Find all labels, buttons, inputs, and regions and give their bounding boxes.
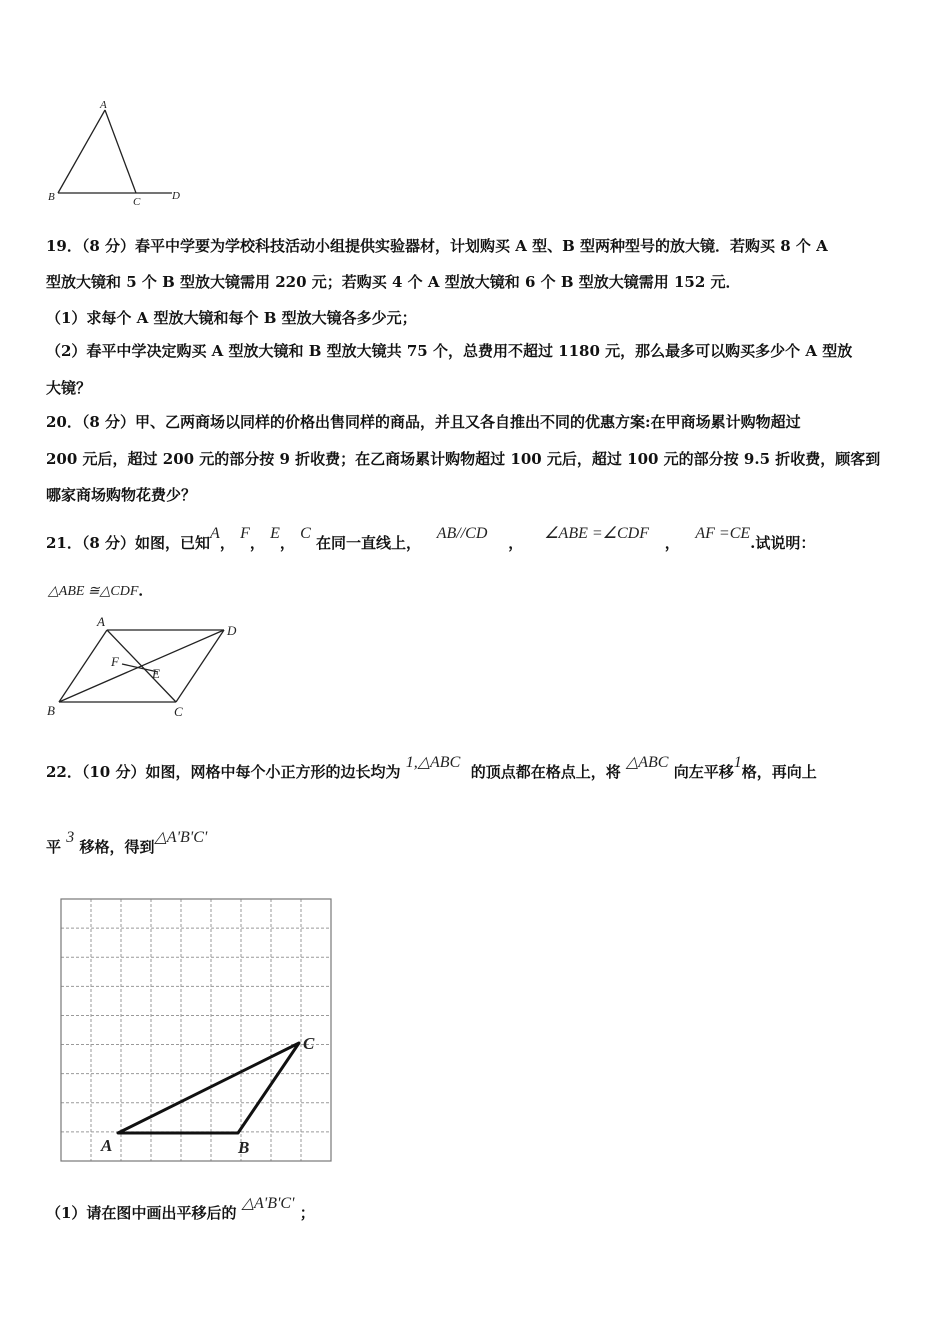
q21-sep: ， <box>279 534 295 552</box>
q21-statement <box>46 525 816 554</box>
q21-mid: 在同一直线上， <box>316 534 422 552</box>
q22-line2b: 移格，得到 <box>79 838 155 856</box>
label-a: A <box>100 99 107 111</box>
q21-sep: ， <box>508 534 524 552</box>
math-congruent: △ABE ≅△CDF <box>48 584 139 599</box>
q21-prefix: 21．（8 分）如图，已知 <box>46 534 211 552</box>
q21-sep: ， <box>664 534 680 552</box>
math-a: A <box>210 525 220 542</box>
q22-mid3: 格，再向上 <box>741 763 817 781</box>
grid-label-c: C <box>303 1034 315 1053</box>
q21-sep: ， <box>249 534 265 552</box>
label-d: D <box>227 623 237 638</box>
triangle-abc <box>118 1043 299 1133</box>
q22-mid1: 的顶点都在格点上，将 <box>470 763 621 781</box>
q19-line5: 大镜？ <box>46 379 92 397</box>
q19-line2: 型放大镜和 5 个 B 型放大镜需用 220 元；若购买 4 个 A 型放大镜和 6 个 B 型放大镜需用 152 元． <box>46 273 741 291</box>
label-e: E <box>152 666 160 681</box>
q22-line2 <box>46 829 208 858</box>
math-e: E <box>270 525 280 542</box>
q22-line1 <box>46 754 817 783</box>
math-three: 3 <box>66 829 75 846</box>
math-triangle-a-b-c-prime: △A'B'C' <box>241 1195 295 1212</box>
q22-sub1-end: ； <box>299 1204 315 1222</box>
label-c: C <box>133 196 141 208</box>
math-ab-parallel-cd: AB//CD <box>436 525 488 542</box>
math-triangle-a-b-c-prime: △A'B'C' <box>154 829 208 846</box>
q22-prefix: 22．（10 分）如图，网格中每个小正方形的边长均为 <box>46 763 401 781</box>
q22-sub1 <box>46 1195 315 1224</box>
q19-line3: （1）求每个 A 型放大镜和每个 B 型放大镜各多少元； <box>46 309 417 327</box>
q20-line2: 200 元后，超过 200 元的部分按 9 折收费；在乙商场累计购物超过 100 元后，超过 100 元的部分按 9.5 折收费，顾客到 <box>46 450 881 468</box>
math-angle-equal: ∠ABE =∠CDF <box>544 525 650 542</box>
q21-sep: ， <box>219 534 235 552</box>
triangle-figure <box>40 95 200 215</box>
q21-suffix: .试说明： <box>750 534 816 552</box>
math-f: F <box>240 525 250 542</box>
q22-mid2: 向左平移 <box>673 763 734 781</box>
q22-sub1-text: （1）请在图中画出平移后的 <box>46 1204 237 1222</box>
label-b: B <box>48 191 55 203</box>
math-one-triangle-abc: 1,△ABC <box>405 754 461 771</box>
label-a: A <box>97 614 105 629</box>
q21-conclusion <box>48 580 153 602</box>
grid-label-a: A <box>101 1136 113 1155</box>
label-b: B <box>47 703 55 718</box>
math-c: C <box>300 525 311 542</box>
label-c: C <box>174 704 183 719</box>
q20-line1: 20．（8 分）甲、乙两商场以同样的价格出售同样的商品，并且又各自推出不同的优惠方案:在甲商场累计购物超过 <box>46 413 801 431</box>
grid-figure <box>55 893 340 1168</box>
label-f: F <box>111 654 119 669</box>
grid-label-b: B <box>238 1138 250 1157</box>
math-af-equal-ce: AF =CE <box>695 525 751 542</box>
q19-line1: 19．（8 分）春平中学要为学校科技活动小组提供实验器材，计划购买 A 型、B 型两种型号的放大镜．若购买 8 个 A <box>46 237 828 255</box>
q22-line2a: 平 <box>46 838 62 856</box>
label-d: D <box>172 190 180 202</box>
parallelogram-figure <box>40 612 255 722</box>
q21-end: ． <box>138 581 154 599</box>
math-triangle-abc: △ABC <box>625 754 669 771</box>
math-one: 1 <box>733 754 742 771</box>
q20-line3: 哪家商场购物花费少？ <box>46 486 197 504</box>
q19-line4: （2）春平中学决定购买 A 型放大镜和 B 型放大镜共 75 个，总费用不超过 1180 元，那么最多可以购买多少个 A 型放 <box>46 342 853 360</box>
